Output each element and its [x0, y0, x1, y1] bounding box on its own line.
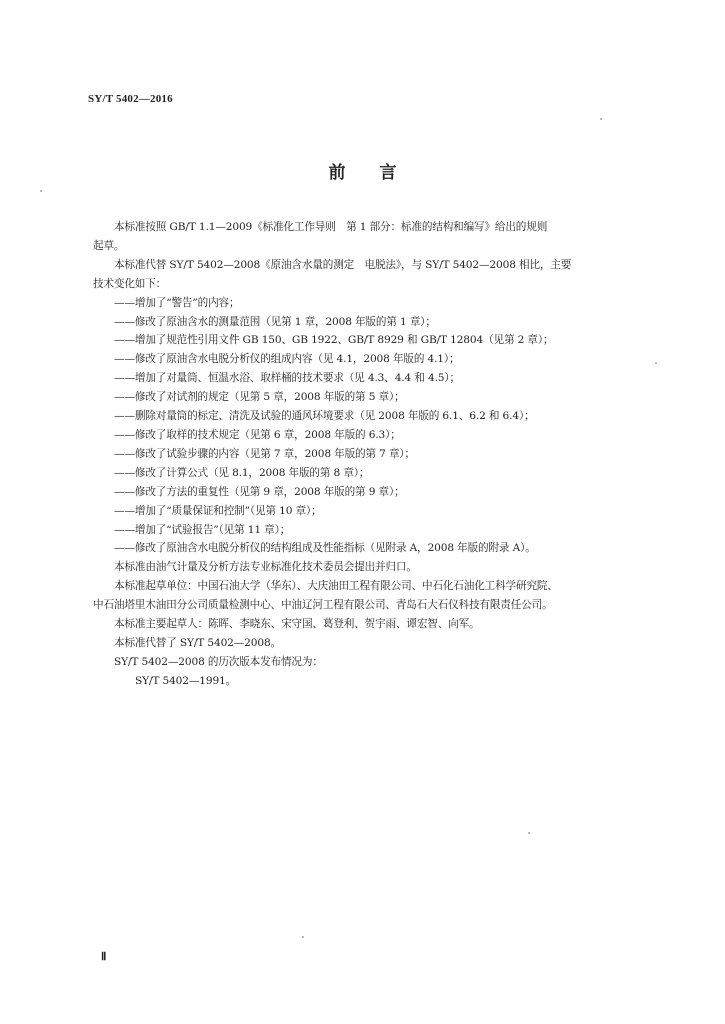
change-item: ——修改了试验步骤的内容（见第 7 章，2008 年版的第 7 章）；	[114, 447, 415, 460]
paragraph-drafting-rules-line-1: 本标准按照 GB/T 1.1—2009《标准化工作导则 第 1 部分：标准的结构和编写》给出的规则	[114, 221, 548, 233]
foreword-body	[93, 218, 668, 691]
paragraph-replacement-line-1: 本标准代替 SY/T 5402—2008《原油含水量的测定 电脱法》，与 SY/T 5402—2008 相比，主要	[114, 258, 572, 271]
scan-speck	[40, 190, 42, 192]
paragraph-history-intro: SY/T 5402—2008 的历次版本发布情况为：	[114, 655, 323, 668]
change-item: ——删除对量筒的标定、清洗及试验的通风环境要求（见 2008 年版的 6.1、6.2 和 6.4）；	[114, 410, 535, 423]
change-item: ——增加了规范性引用文件 GB 150、GB 1922、GB/T 8929 和 GB/T 12804（见第 2 章）；	[114, 334, 554, 347]
paragraph-history-item: SY/T 5402—1991。	[135, 674, 237, 687]
paragraph-drafting-units-line-2: 中石油塔里木油田分公司质量检测中心、中油辽河工程有限公司、青岛石大石仪科技有限责任公司。	[93, 599, 553, 612]
change-item: ——增加了“试验报告”（见第 11 章）；	[114, 523, 291, 536]
change-item: ——增加了对量筒、恒温水浴、取样桶的技术要求（见 4.3、4.4 和 4.5）；	[114, 372, 460, 385]
paragraph-replacement-line-2: 技术变化如下：	[93, 277, 167, 290]
paragraph-drafting-rules-line-2: 起草。	[93, 239, 125, 252]
paragraph-drafting-units-line-1: 本标准起草单位：中国石油大学（华东）、大庆油田工程有限公司、中石化石油化工科学研究院、	[114, 580, 558, 593]
change-item: ——修改了对试剂的规定（见第 5 章，2008 年版的第 5 章）；	[114, 391, 405, 404]
foreword-title-char-2: 言	[379, 163, 397, 183]
scan-speck	[302, 936, 304, 938]
foreword-title	[0, 158, 725, 183]
scan-speck	[655, 362, 657, 364]
page-number: Ⅱ	[101, 951, 107, 963]
paragraph-drafters: 本标准主要起草人：陈晖、李晓东、宋守国、葛登利、贺宇雨、谭宏智、向军。	[114, 618, 480, 631]
paragraph-proposer: 本标准由油气计量及分析方法专业标准化技术委员会提出并归口。	[114, 561, 417, 574]
change-item: ——增加了“警告”的内容；	[114, 296, 240, 309]
change-item: ——修改了方法的重复性（见第 9 章，2008 年版的第 9 章）；	[114, 485, 405, 498]
change-item: ——修改了原油含水电脱分析仪的组成内容（见 4.1，2008 年版的 4.1）；	[114, 353, 460, 366]
paragraph-replaces: 本标准代替了 SY/T 5402—2008。	[114, 636, 281, 649]
change-item: ——修改了原油含水电脱分析仪的结构组成及性能指标（见附录 A，2008 年版的附录 A）。	[114, 542, 536, 555]
change-item: ——修改了取样的技术规定（见第 6 章，2008 年版的 6.3）；	[114, 428, 401, 441]
change-item: ——修改了计算公式（见 8.1，2008 年版的第 8 章）；	[114, 466, 370, 479]
change-item: ——增加了“质量保证和控制”（见第 10 章）；	[114, 504, 322, 517]
standard-code-header: SY/T 5402—2016	[88, 93, 173, 105]
change-item: ——修改了原油含水的测量范围（见第 1 章，2008 年版的第 1 章）；	[114, 315, 436, 328]
scan-speck	[600, 118, 602, 120]
scan-speck	[528, 832, 530, 834]
foreword-title-char-1: 前	[328, 163, 346, 183]
